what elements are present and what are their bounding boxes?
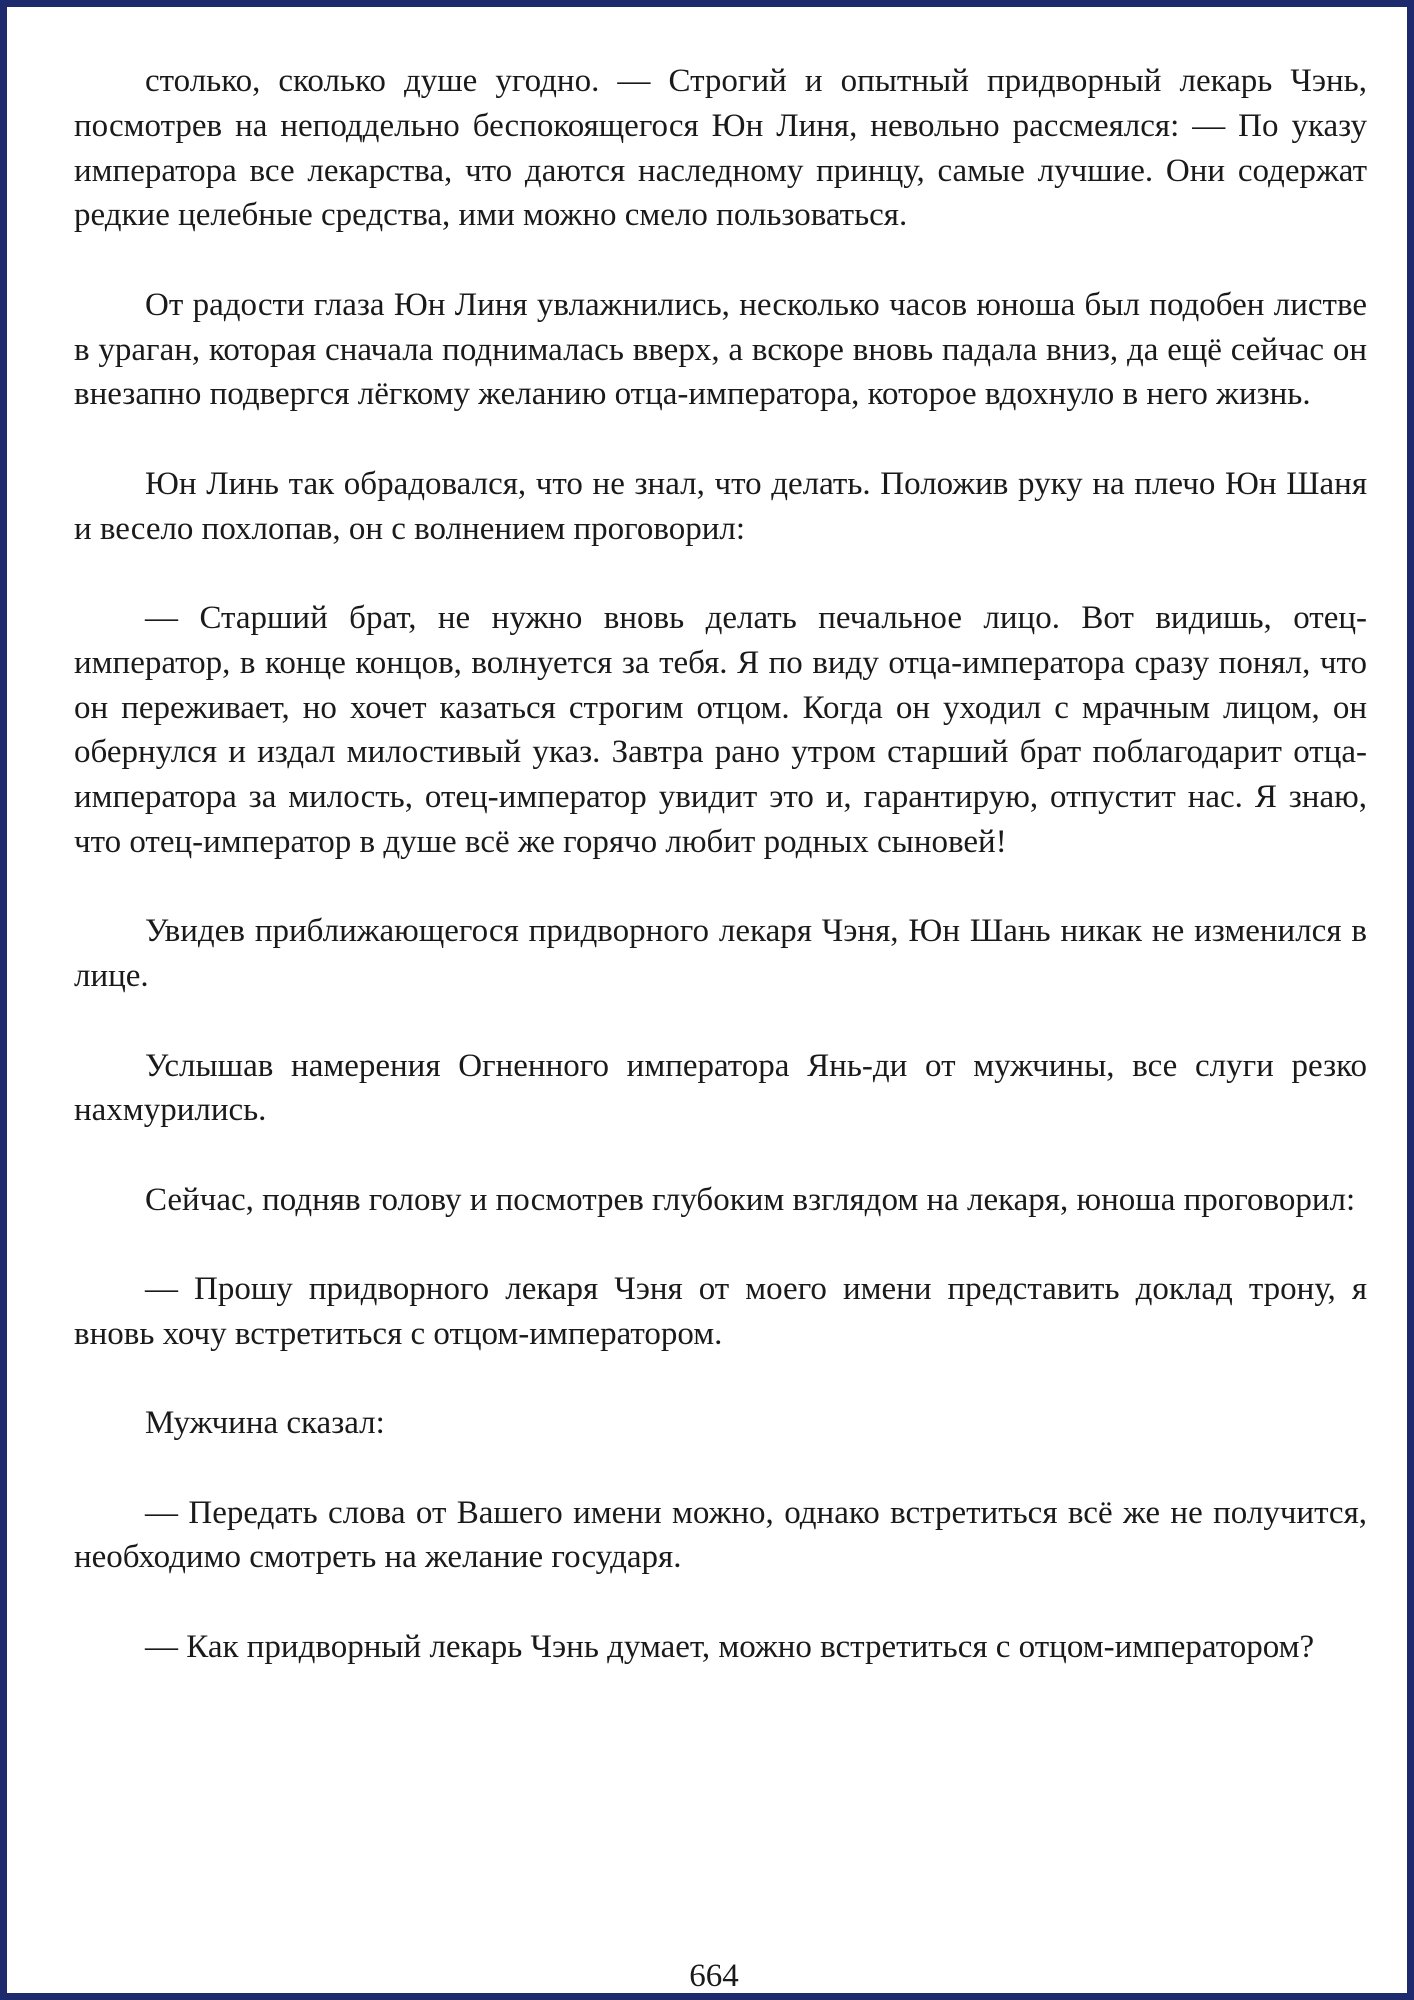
page-number: 664 [689,1958,739,1994]
paragraph: От радости глаза Юн Линя увлажнились, несколько часов юноша был подобен листве в ураган, которая сначала поднималась вверх, а вскоре вновь падала вниз, да ещё сейчас он внезапно подвергся лёгкому желанию отца-императора, которое вдохнуло в него жизнь. [74,286,1367,413]
text-column [74,59,1367,1670]
paragraph: Увидев приближающегося придворного лекаря Чэня, Юн Шань никак не изменился в лице. [74,913,1367,995]
paragraph: — Как придворный лекарь Чэнь думает, можно встретиться с отцом-императором? [145,1628,1315,1665]
paragraph: Мужчина сказал: [145,1405,385,1442]
paragraph: Услышав намерения Огненного императора Янь-ди от мужчины, все слуги резко нахмурились. [74,1047,1367,1129]
paragraph: — Передать слова от Вашего имени можно, однако встретиться всё же не получится, необходимо смотреть на желание государя. [74,1494,1367,1576]
paragraph: столько, сколько душе угодно. — Строгий и опытный придворный лекарь Чэнь, посмотрев на неподдельно беспокоящегося Юн Линя, невольно рассмеялся: — По указу императора все лекарства, что даются наследному принцу, самые лучшие. Они содержат редкие целебные средства, ими можно смело пользоваться. [74,63,1367,234]
paragraph: — Прошу придворного лекаря Чэня от моего имени представить доклад трону, я вновь хочу встретиться с отцом-императором. [74,1271,1367,1352]
paragraph: — Старший брат, не нужно вновь делать печальное лицо. Вот видишь, отец-император, в конце концов, волнуется за тебя. Я по виду отца-императора сразу понял, что он переживает, но хочет казаться строгим отцом. Когда он уходил с мрачным лицом, он обернулся и издал милостивый указ. Завтра рано утром старший брат поблагодарит отца-императора за милость, отец-император увидит это и, гарантирую, отпустит нас. Я знаю, что отец-император в душе всё же горячо любит родных сыновей! [74,599,1367,860]
paragraph: Сейчас, подняв голову и посмотрев глубоким взглядом на лекаря, юноша проговорил: [145,1181,1356,1218]
paragraph: Юн Линь так обрадовался, что не знал, что делать. Положив руку на плечо Юн Шаня и весело похлопав, он с волнением проговорил: [74,465,1367,547]
